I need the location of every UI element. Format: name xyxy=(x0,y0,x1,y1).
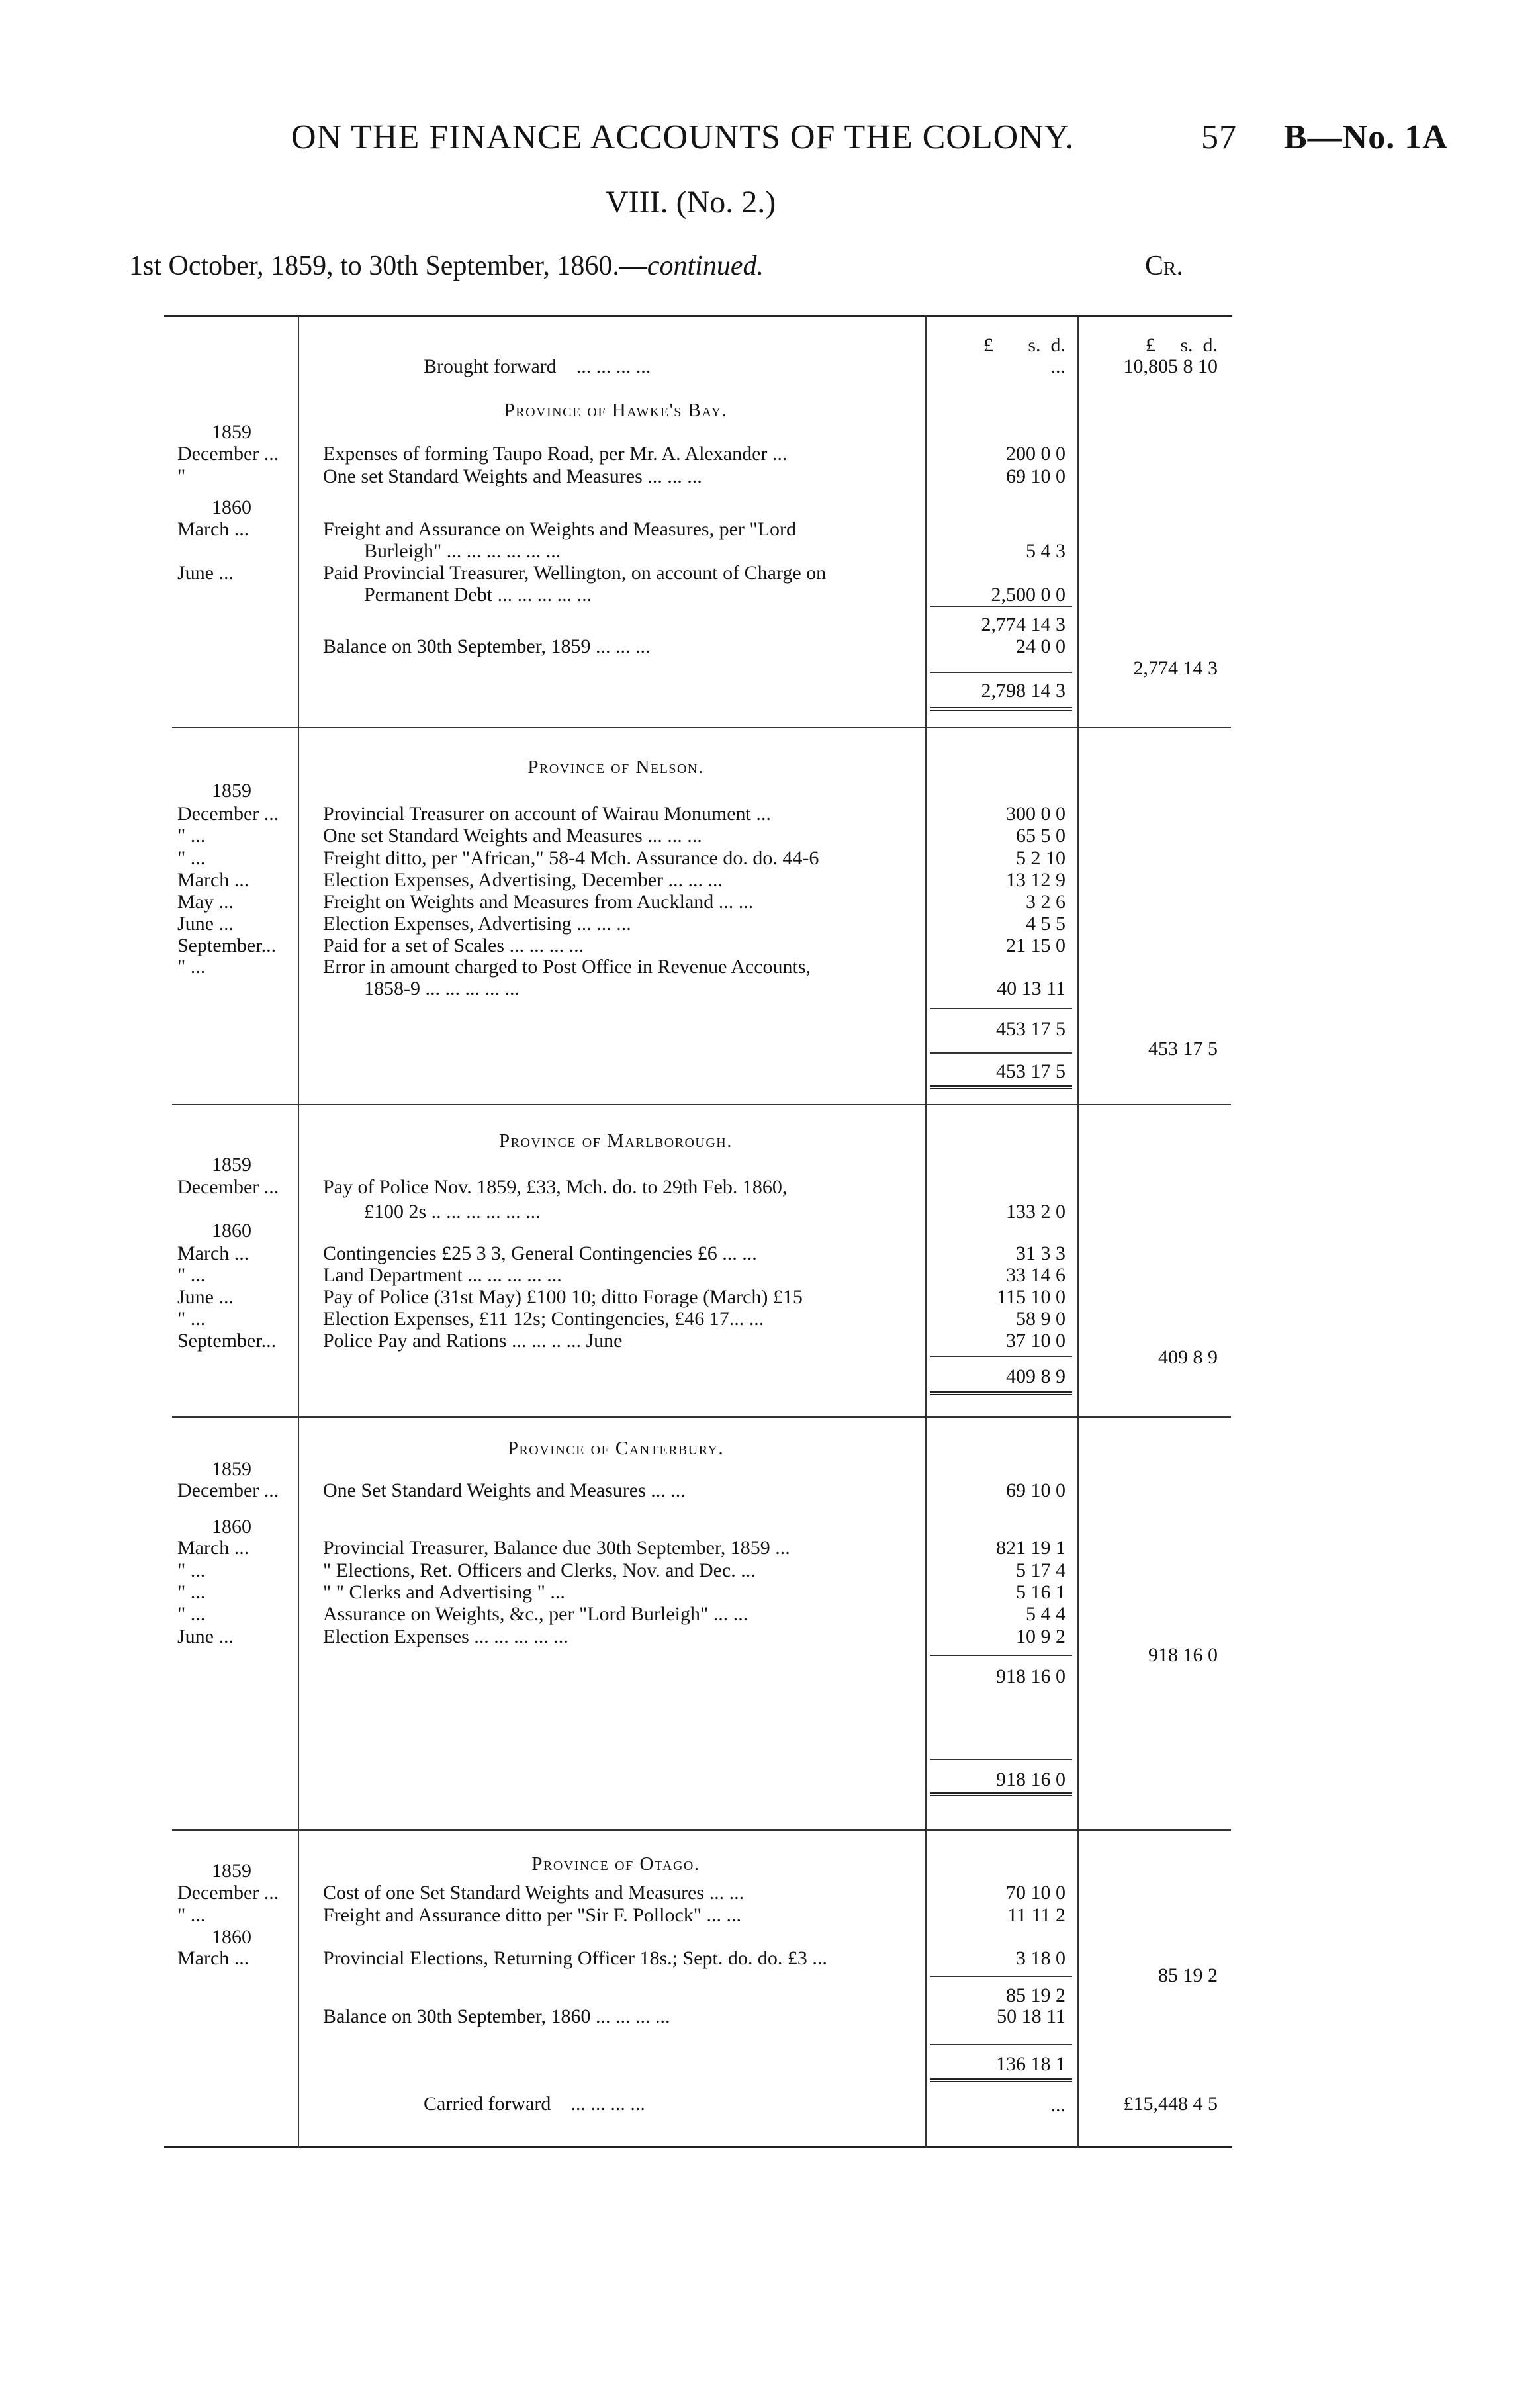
hawkes-bay-heading: Province of Hawke's Bay. xyxy=(504,400,728,421)
carried-forward-col1: ... xyxy=(1050,2094,1065,2116)
entry-description: Contingencies £25 3 3, General Contingencies £6 ... ... xyxy=(323,1242,757,1264)
shilling-header: s. xyxy=(1028,334,1041,356)
entry-description: Provincial Treasurer on account of Wairau Monument ... xyxy=(323,803,771,825)
entry-description: " " Clerks and Advertising " ... xyxy=(323,1581,565,1603)
section-separator xyxy=(172,1416,1231,1418)
entry-date: 1859 xyxy=(212,1458,251,1480)
entry-description: One Set Standard Weights and Measures ... ... xyxy=(323,1479,686,1501)
section-total: 2,798 14 3 xyxy=(981,680,1065,702)
entry-date: December ... xyxy=(177,803,279,825)
entry-date: " ... xyxy=(177,825,206,847)
entry-amount: 65 5 0 xyxy=(1016,825,1065,847)
pence-header: d. xyxy=(1202,334,1218,356)
subtotal-rule xyxy=(930,1655,1072,1656)
section-carried-total: 453 17 5 xyxy=(1148,1038,1218,1060)
entry-description: Paid for a set of Scales ... ... ... ... xyxy=(323,935,584,956)
entry-date: " xyxy=(177,465,186,487)
entry-amount: 69 10 0 xyxy=(1006,1479,1065,1501)
pound-header: £ xyxy=(1145,334,1155,356)
entry-date: June ... xyxy=(177,1286,234,1308)
entry-date: " ... xyxy=(177,1581,206,1603)
section-total: 453 17 5 xyxy=(996,1060,1065,1082)
entry-description: Freight on Weights and Measures from Auckland ... ... xyxy=(323,891,754,913)
entry-description: Election Expenses ... ... ... ... ... xyxy=(323,1626,568,1647)
column-header-total xyxy=(1085,334,1218,356)
period-line xyxy=(129,250,764,282)
entry-amount: 4 5 5 xyxy=(1026,913,1065,935)
total-double-rule xyxy=(930,2078,1072,2082)
entry-description: Expenses of forming Taupo Road, per Mr. A. Alexander ... xyxy=(323,443,788,465)
entry-date: December ... xyxy=(177,443,279,465)
entry-date: March ... xyxy=(177,1242,249,1264)
entry-description: Pay of Police (31st May) £100 10; ditto Forage (March) £15 xyxy=(323,1286,803,1308)
otago-heading: Province of Otago. xyxy=(531,1853,700,1874)
entry-date: 1859 xyxy=(212,1154,251,1176)
entry-amount: 37 10 0 xyxy=(1006,1330,1065,1352)
entry-date: " ... xyxy=(177,956,206,978)
entry-description: Police Pay and Rations ... ... .. ... June xyxy=(323,1330,623,1352)
entry-amount: 5 17 4 xyxy=(1016,1559,1065,1581)
entry-description: Burleigh" ... ... ... ... ... ... xyxy=(364,540,561,562)
subtotal-rule xyxy=(930,2044,1072,2045)
entry-date: " ... xyxy=(177,1264,206,1286)
entry-description: " Elections, Ret. Officers and Clerks, Nov. and Dec. ... xyxy=(323,1559,756,1581)
entry-amount: 5 16 1 xyxy=(1016,1581,1065,1603)
entry-description: Election Expenses, Advertising ... ... ... xyxy=(323,913,631,935)
entry-amount: 3 18 0 xyxy=(1016,1947,1065,1969)
entry-amount: 200 0 0 xyxy=(1006,443,1065,465)
entry-date: March ... xyxy=(177,1947,249,1969)
section-carried-total: 2,774 14 3 xyxy=(1133,657,1218,679)
entry-date: 1859 xyxy=(212,780,251,802)
leader-dots: ... ... ... ... xyxy=(576,355,651,377)
entry-date: 1860 xyxy=(212,1220,251,1242)
carried-forward-label xyxy=(424,2093,645,2115)
entry-amount: 5 2 10 xyxy=(1016,847,1065,869)
entry-date: September... xyxy=(177,935,277,956)
entry-amount: 69 10 0 xyxy=(1006,465,1065,487)
entry-date: December ... xyxy=(177,1479,279,1501)
entry-description: Cost of one Set Standard Weights and Measures ... ... xyxy=(323,1882,745,1904)
entry-date: 1859 xyxy=(212,1860,251,1882)
entry-amount: 58 9 0 xyxy=(1016,1308,1065,1330)
balance-amount: 50 18 11 xyxy=(997,2006,1065,2027)
entry-amount: 2,500 0 0 xyxy=(991,584,1065,606)
entry-date: " ... xyxy=(177,1603,206,1625)
entry-date: " ... xyxy=(177,1559,206,1581)
brought-forward-col1: ... xyxy=(1050,355,1065,377)
canterbury-heading: Province of Canterbury. xyxy=(507,1438,725,1459)
brought-forward-total: 10,805 8 10 xyxy=(1123,355,1218,377)
entry-description: Pay of Police Nov. 1859, £33, Mch. do. to 29th Feb. 1860, xyxy=(323,1176,788,1198)
section-separator xyxy=(172,1829,1231,1831)
balance-amount: 24 0 0 xyxy=(1016,635,1065,657)
leader-dots: ... ... ... ... xyxy=(570,2093,645,2115)
carried-forward-total: £15,448 4 5 xyxy=(1123,2093,1218,2115)
section-title: VIII. (No. 2.) xyxy=(606,185,776,220)
entry-amount: 13 12 9 xyxy=(1006,869,1065,891)
total-double-rule xyxy=(930,707,1072,711)
entry-amount: 70 10 0 xyxy=(1006,1882,1065,1904)
entry-amount: 21 15 0 xyxy=(1006,935,1065,956)
entry-amount: 133 2 0 xyxy=(1006,1201,1065,1223)
entry-date: June ... xyxy=(177,562,234,584)
marlborough-heading: Province of Marlborough. xyxy=(498,1131,733,1152)
entry-date: December ... xyxy=(177,1176,279,1198)
entry-amount: 11 11 2 xyxy=(1007,1904,1065,1926)
period-text: 1st October, 1859, to 30th September, 1860.— xyxy=(129,251,647,281)
entry-amount: 40 13 11 xyxy=(997,978,1065,999)
entry-date: 1860 xyxy=(212,1516,251,1538)
entry-amount: 10 9 2 xyxy=(1016,1626,1065,1647)
carried-forward-text: Carried forward xyxy=(424,2093,551,2115)
subtotal-rule xyxy=(930,1356,1072,1357)
section-separator xyxy=(172,727,1231,728)
shilling-header: s. xyxy=(1180,334,1193,356)
section-total: 136 18 1 xyxy=(996,2053,1065,2075)
entry-description: Paid Provincial Treasurer, Wellington, on account of Charge on xyxy=(323,562,827,584)
entry-date: May ... xyxy=(177,891,234,913)
entry-date: 1859 xyxy=(212,421,251,443)
entry-date: June ... xyxy=(177,1626,234,1647)
entry-date: June ... xyxy=(177,913,234,935)
credit-side-label: Cr. xyxy=(1145,251,1183,281)
entry-description: Provincial Treasurer, Balance due 30th September, 1859 ... xyxy=(323,1537,790,1559)
entry-amount: 5 4 4 xyxy=(1026,1603,1065,1625)
entry-description: £100 2s .. ... ... ... ... ... xyxy=(364,1201,541,1223)
entry-description: Assurance on Weights, &c., per "Lord Burleigh" ... ... xyxy=(323,1603,748,1625)
entry-date: 1860 xyxy=(212,496,251,518)
pence-header: d. xyxy=(1050,334,1065,356)
entry-date: March ... xyxy=(177,518,249,540)
subtotal-rule xyxy=(930,672,1072,673)
entry-description: 1858-9 ... ... ... ... ... xyxy=(364,978,520,999)
entry-date: " ... xyxy=(177,847,206,869)
total-double-rule xyxy=(930,1391,1072,1395)
entry-amount: 821 19 1 xyxy=(996,1537,1065,1559)
page-number: 57 xyxy=(1201,118,1237,156)
section-total: 918 16 0 xyxy=(996,1769,1065,1790)
entry-date: March ... xyxy=(177,1537,249,1559)
entry-date: " ... xyxy=(177,1308,206,1330)
entry-date: September... xyxy=(177,1330,277,1352)
entry-description: Error in amount charged to Post Office in Revenue Accounts, xyxy=(323,956,811,978)
entry-amount: 300 0 0 xyxy=(1006,803,1065,825)
brought-forward-text: Brought forward xyxy=(424,355,557,377)
subtotal-rule xyxy=(930,606,1072,607)
total-double-rule xyxy=(930,1792,1072,1796)
page-title: ON THE FINANCE ACCOUNTS OF THE COLONY. xyxy=(291,118,1075,156)
entry-date: December ... xyxy=(177,1882,279,1904)
subtotal-rule xyxy=(930,1008,1072,1009)
entry-description: One set Standard Weights and Measures ... ... ... xyxy=(323,465,702,487)
section-subtotal: 453 17 5 xyxy=(996,1018,1065,1040)
entry-description: One set Standard Weights and Measures ... ... ... xyxy=(323,825,702,847)
section-separator xyxy=(172,1104,1231,1105)
entry-description: Freight ditto, per "African," 58-4 Mch. Assurance do. do. 44-6 xyxy=(323,847,819,869)
column-header-amount xyxy=(940,334,1065,356)
section-total: 409 8 9 xyxy=(1006,1365,1065,1387)
entry-description: Election Expenses, £11 12s; Contingencies, £46 17... ... xyxy=(323,1308,764,1330)
entry-description: Freight and Assurance on Weights and Measures, per "Lord xyxy=(323,518,796,540)
period-continued: continued. xyxy=(647,251,764,281)
entry-amount: 5 4 3 xyxy=(1026,540,1065,562)
nelson-heading: Province of Nelson. xyxy=(527,757,704,778)
entry-date: 1860 xyxy=(212,1926,251,1948)
entry-description: Land Department ... ... ... ... ... xyxy=(323,1264,562,1286)
section-carried-total: 409 8 9 xyxy=(1158,1346,1218,1368)
total-column-rule xyxy=(1077,315,1079,2148)
total-double-rule xyxy=(930,1085,1072,1089)
entry-description: Election Expenses, Advertising, December ... ... ... xyxy=(323,869,723,891)
entry-description: Freight and Assurance ditto per "Sir F. Pollock" ... ... xyxy=(323,1904,742,1926)
entry-amount: 33 14 6 xyxy=(1006,1264,1065,1286)
section-carried-total: 918 16 0 xyxy=(1148,1644,1218,1666)
subtotal-rule xyxy=(930,1052,1072,1054)
entry-date: " ... xyxy=(177,1904,206,1926)
brought-forward-label xyxy=(424,355,651,377)
entry-description: Provincial Elections, Returning Officer 18s.; Sept. do. do. £3 ... xyxy=(323,1947,827,1969)
section-subtotal: 85 19 2 xyxy=(1006,1984,1065,2006)
subtotal-rule xyxy=(930,1976,1072,1977)
balance-label: Balance on 30th September, 1860 ... ... ... ... xyxy=(323,2006,670,2027)
document-reference: B—No. 1A xyxy=(1284,118,1448,156)
pound-header: £ xyxy=(983,334,993,356)
section-subtotal: 918 16 0 xyxy=(996,1665,1065,1687)
section-subtotal: 2,774 14 3 xyxy=(981,614,1065,635)
entry-date: March ... xyxy=(177,869,249,891)
section-carried-total: 85 19 2 xyxy=(1158,1964,1218,1986)
entry-amount: 115 10 0 xyxy=(997,1286,1065,1308)
balance-label: Balance on 30th September, 1859 ... ... ... xyxy=(323,635,651,657)
entry-amount: 3 2 6 xyxy=(1026,891,1065,913)
entry-amount: 31 3 3 xyxy=(1016,1242,1065,1264)
subtotal-rule xyxy=(930,1759,1072,1760)
entry-description: Permanent Debt ... ... ... ... ... xyxy=(364,584,592,606)
